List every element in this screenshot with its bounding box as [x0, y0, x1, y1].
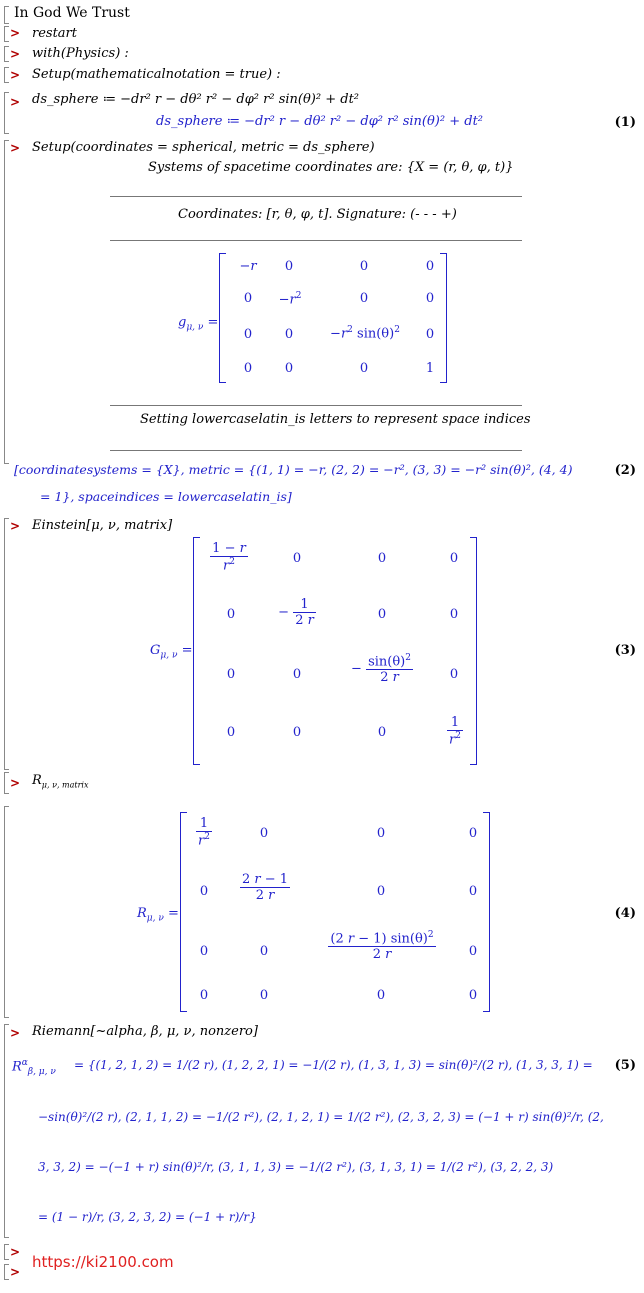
group-bracket — [4, 140, 9, 464]
input-with-physics[interactable]: with(Physics) : — [32, 46, 129, 61]
riemann-result-line1: = {(1, 2, 1, 2) = 1/(2 r), (1, 2, 2, 1) = −1/(2 r), (1, 3, 1, 3) = sin(θ)²/(2 r), (1, 3, 3, 1) = — [74, 1058, 593, 1072]
input-setup-coordinates[interactable]: Setup(coordinates = spherical, metric = ds_sphere) — [32, 140, 375, 155]
output-coordinates-signature: Coordinates: [r, θ, φ, t]. Signature: (- - - +) — [178, 207, 457, 222]
prompt-marker: > — [10, 1265, 21, 1279]
group-bracket — [4, 518, 9, 770]
prompt-marker: > — [10, 26, 21, 40]
riemann-result-line4: = (1 − r)/r, (3, 2, 3, 2) = (−1 + r)/r} — [38, 1210, 257, 1224]
equation-label-5: (5) — [614, 1058, 636, 1073]
riemann-result-line2: −sin(θ)²/(2 r), (2, 1, 1, 2) = −1/(2 r²), (2, 1, 2, 1) = 1/(2 r²), (2, 3, 2, 3) = (−1 + r) sin(θ)²/r, (2, — [38, 1110, 604, 1124]
input-setup-notation[interactable]: Setup(mathematicalnotation = true) : — [32, 67, 281, 82]
group-bracket — [4, 26, 9, 42]
prompt-marker: > — [10, 141, 21, 155]
ricci-label: $R_{\mu, \nu}$ = — [137, 906, 179, 924]
prompt-marker: > — [10, 95, 21, 109]
equation-label-4: (4) — [614, 906, 636, 921]
group-bracket — [4, 772, 9, 794]
input-restart[interactable]: restart — [32, 26, 77, 41]
heading-text[interactable]: In God We Trust — [14, 5, 130, 21]
divider — [110, 240, 522, 241]
group-bracket — [4, 1264, 9, 1280]
input-einstein[interactable]: Einstein[μ, ν, matrix] — [32, 518, 173, 533]
divider — [110, 196, 522, 197]
einstein-matrix: $\frac{1 - r}{r^2}$ 0 0 0 0 − $\frac{1}{2 r}$ 0 0 0 0 − $\frac{\sin(\theta)^2}{2 r}$ 0 0 0 0 $\frac{1}{r^2}$ — [193, 537, 477, 765]
group-bracket — [4, 67, 9, 83]
prompt-marker: > — [10, 1026, 21, 1040]
output-setup-result-line2: = 1}, spaceindices = lowercaselatin_is] — [40, 489, 292, 504]
group-bracket — [4, 92, 9, 134]
group-bracket — [4, 46, 9, 62]
input-ds-sphere[interactable]: ds_sphere ≔ −dr² r − dθ² r² − dφ² r² sin(θ)² + dt² — [32, 92, 359, 107]
riemann-result-line3: 3, 3, 2) = −(−1 + r) sin(θ)²/r, (3, 1, 1, 3) = −1/(2 r²), (3, 1, 3, 1) = 1/(2 r²), (3, 2, 2, 3) — [38, 1160, 554, 1174]
group-bracket — [4, 806, 9, 1018]
equation-label-3: (3) — [614, 643, 636, 658]
ricci-matrix: $\frac{1}{r^2}$ 0 0 0 0 $\frac{2 r - 1}{2 r}$ 0 0 0 0 $\frac{(2 r - 1) \sin(\theta)^2}{2 r}$ 0 0 0 0 0 — [180, 812, 490, 1012]
output-setup-result-line1: [coordinatesystems = {X}, metric = {(1, 1) = −r, (2, 2) = −r², (3, 3) = −r² sin(θ)², (4, 4) — [14, 462, 573, 477]
divider — [110, 450, 522, 451]
group-bracket — [4, 1244, 9, 1260]
equation-label-1: (1) — [614, 115, 636, 130]
watermark-url[interactable]: https://ki2100.com — [32, 1253, 174, 1271]
einstein-label: $G_{\mu, \nu}$ = — [150, 643, 193, 661]
prompt-marker: > — [10, 776, 21, 790]
output-coordinate-systems: Systems of spacetime coordinates are: {X = (r, θ, φ, t)} — [148, 160, 514, 175]
equation-label-2: (2) — [614, 463, 636, 478]
riemann-label: $R^\alpha_{\beta, \mu, \nu}$ — [12, 1058, 56, 1077]
prompt-marker: > — [10, 1245, 21, 1259]
prompt-marker: > — [10, 47, 21, 61]
divider — [110, 405, 522, 406]
metric-label: $g_{\mu, \nu}$ = — [178, 315, 219, 333]
prompt-marker: > — [10, 68, 21, 82]
output-setting-indices: Setting lowercaselatin_is letters to represent space indices — [140, 412, 531, 427]
metric-matrix: −r 0 0 0 0 $-r^2$ 0 0 0 0 $-r^2$ $\sin(\theta)^2$ 0 0 0 0 1 — [219, 253, 447, 383]
input-riemann[interactable]: Riemann[~alpha, β, μ, ν, nonzero] — [32, 1024, 258, 1039]
heading-bracket — [4, 6, 9, 24]
prompt-marker: > — [10, 519, 21, 533]
group-bracket — [4, 1024, 9, 1238]
input-ricci[interactable]: $R_{\mu, \nu, matrix}$ — [32, 773, 89, 790]
output-ds-sphere: ds_sphere ≔ −dr² r − dθ² r² − dφ² r² sin(θ)² + dt² — [156, 114, 483, 129]
